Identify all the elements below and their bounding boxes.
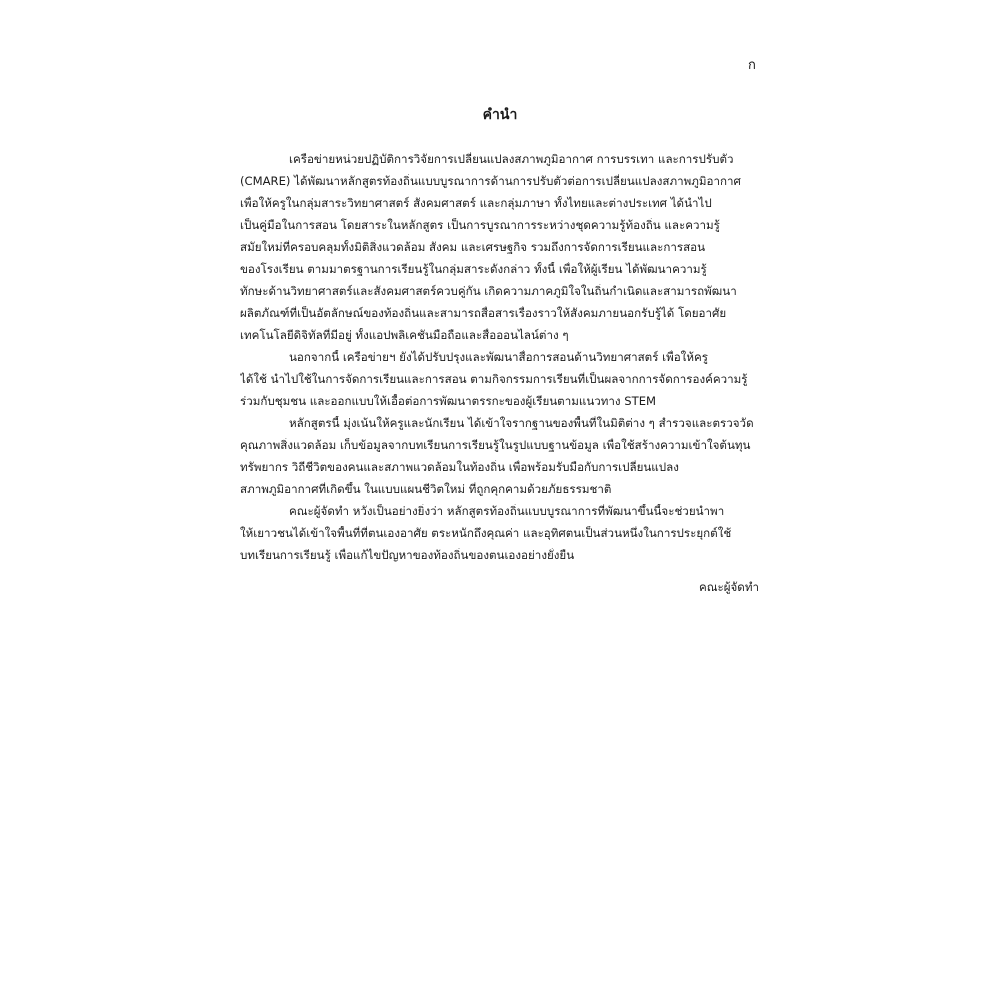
paragraph-1-line: ทักษะด้านวิทยาศาสตร์และสังคมศาสตร์ควบคู่กัน เกิดความภาคภูมิใจในถิ่นกำเนิดและสามารถพัฒนา xyxy=(240,284,737,298)
paragraph-2-line: ร่วมกับชุมชน และออกแบบให้เอื้อต่อการพัฒนาตรรกะของผู้เรียนตามแนวทาง STEM xyxy=(240,394,657,408)
page-number: ก xyxy=(748,58,756,73)
page-title: คำนำ xyxy=(482,107,518,123)
paragraph-3-line: คุณภาพสิ่งแวดล้อม เก็บข้อมูลจากบทเรียนการเรียนรู้ในรูปแบบฐานข้อมูล เพื่อใช้สร้างความเข้าใจต้นทุน xyxy=(240,438,751,452)
paragraph-2-line: ได้ใช้ นำไปใช้ในการจัดการเรียนและการสอน ตามกิจกรรมการเรียนที่เป็นผลจากการจัดการองค์ความรู้ xyxy=(240,372,748,386)
paragraph-1-line: ผลิตภัณฑ์ที่เป็นอัตลักษณ์ของท้องถิ่นและสามารถสื่อสารเรื่องราวให้สังคมภายนอกรับรู้ได้ โดยอาศัย xyxy=(240,306,727,320)
paragraph-1-line: เพื่อให้ครูในกลุ่มสาระวิทยาศาสตร์ สังคมศาสตร์ และกลุ่มภาษา ทั้งไทยและต่างประเทศ ได้นำไป xyxy=(240,196,712,210)
paragraph-3-line: ทรัพยากร วิถีชีวิตของคนและสภาพแวดล้อมในท้องถิ่น เพื่อพร้อมรับมือกับการเปลี่ยนแปลง xyxy=(240,460,679,474)
paragraph-3-line: สภาพภูมิอากาศที่เกิดขึ้น ในแบบแผนชีวิตใหม่ ที่ถูกคุกคามด้วยภัยธรรมชาติ xyxy=(240,482,612,496)
paragraph-1-line: เป็นคู่มือในการสอน โดยสาระในหลักสูตร เป็นการบูรณาการระหว่างชุดความรู้ท้องถิ่น และความรู้ xyxy=(240,218,720,232)
paragraph-1-line: เทคโนโลยีดิจิทัลที่มีอยู่ ทั้งแอปพลิเคชันมือถือและสื่อออนไลน์ต่าง ๆ xyxy=(240,328,569,342)
paragraph-4-line: ให้เยาวชนได้เข้าใจพื้นที่ที่ตนเองอาศัย ตระหนักถึงคุณค่า และอุทิศตนเป็นส่วนหนึ่งในการประยุกต์ใช้ xyxy=(240,526,732,540)
paragraph-1-line: (CMARE) ได้พัฒนาหลักสูตรท้องถิ่นแบบบูรณาการด้านการปรับตัวต่อการเปลี่ยนแปลงสภาพภูมิอากาศ xyxy=(240,174,741,188)
signature: คณะผู้จัดทำ xyxy=(698,580,759,594)
paragraph-1-line: เครือข่ายหน่วยปฏิบัติการวิจัยการเปลี่ยนแปลงสภาพภูมิอากาศ การบรรเทา และการปรับตัว xyxy=(289,152,734,166)
paragraph-1-line: สมัยใหม่ที่ครอบคลุมทั้งมิติสิ่งแวดล้อม สังคม และเศรษฐกิจ รวมถึงการจัดการเรียนและการสอน xyxy=(240,240,706,254)
paragraph-1-line: ของโรงเรียน ตามมาตรฐานการเรียนรู้ในกลุ่มสาระดังกล่าว ทั้งนี้ เพื่อให้ผู้เรียน ได้พัฒนาความรู้ xyxy=(240,262,707,276)
paragraph-2-line: นอกจากนี้ เครือข่ายฯ ยังได้ปรับปรุงและพัฒนาสื่อการสอนด้านวิทยาศาสตร์ เพื่อให้ครู xyxy=(289,350,708,364)
paragraph-4-line: บทเรียนการเรียนรู้ เพื่อแก้ไขปัญหาของท้องถิ่นของตนเองอย่างยั่งยืน xyxy=(240,548,575,562)
paragraph-3-line: หลักสูตรนี้ มุ่งเน้นให้ครูและนักเรียน ได้เข้าใจรากฐานของพื้นที่ในมิติต่าง ๆ สำรวจและตรวจวัด xyxy=(289,416,754,430)
paragraph-4-line: คณะผู้จัดทำ หวังเป็นอย่างยิ่งว่า หลักสูตรท้องถิ่นแบบบูรณาการที่พัฒนาขึ้นนี้จะช่วยนำพา xyxy=(289,504,725,518)
